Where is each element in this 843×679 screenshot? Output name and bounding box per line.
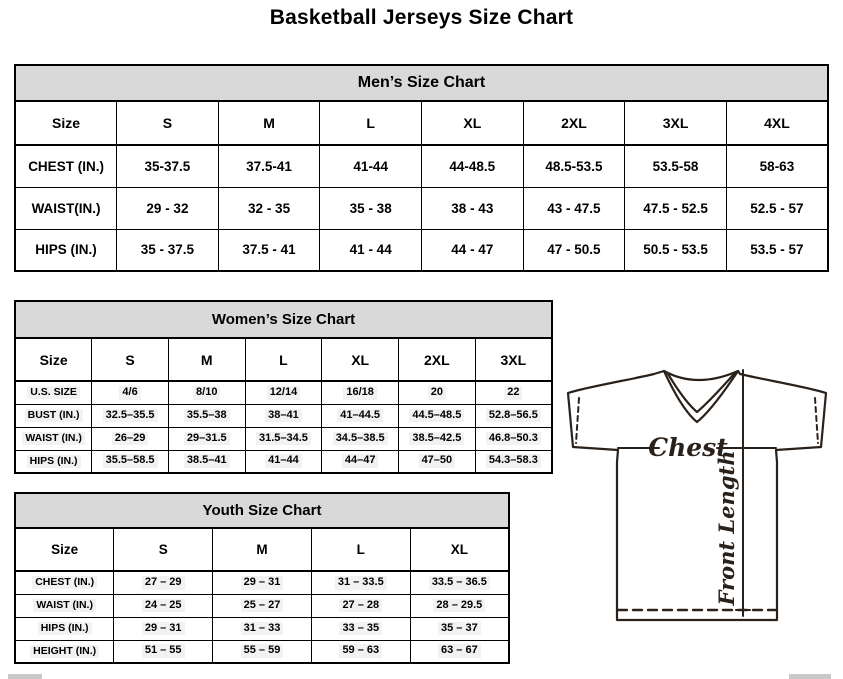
column-header: 4XL [726,101,828,145]
table-title: Men’s Size Chart [15,65,828,101]
cell-value [114,617,213,640]
table-header-row [15,528,509,571]
column-header: M [213,528,312,571]
cell-value [213,594,312,617]
cell-value: 48.5-53.5 [523,145,625,187]
table-row [15,571,509,594]
row-label [15,427,92,450]
cell-text: 8/10 [193,386,220,400]
cell-value: 44-48.5 [422,145,524,187]
cell-value [322,427,399,450]
cell-value: 29 - 32 [117,187,219,229]
cell-text: CHEST (IN.) [32,576,97,589]
cell-value: 47.5 - 52.5 [625,187,727,229]
column-header: L [245,338,322,381]
cell-value [168,427,245,450]
column-header: M [218,101,320,145]
cell-value: 52.5 - 57 [726,187,828,229]
cell-value: 47 - 50.5 [523,229,625,271]
row-label [15,381,92,404]
cell-value [92,404,169,427]
cell-text: 55 – 59 [241,644,284,658]
cell-value [245,450,322,473]
cell-text: 32.5–35.5 [103,409,158,423]
column-header: Size [15,338,92,381]
cell-value [475,381,552,404]
column-header: L [311,528,410,571]
cell-text: HIPS (IN.) [38,622,92,635]
table-row [15,427,552,450]
table-row [15,381,552,404]
cell-value: 38 - 43 [422,187,524,229]
cell-text: 35.5–38 [184,409,230,423]
row-label [15,571,114,594]
column-header: Size [15,101,117,145]
row-label: WAIST(IN.) [15,187,117,229]
cell-value [399,427,476,450]
table-row [15,145,828,187]
column-header: S [117,101,219,145]
cell-text: 25 – 27 [241,599,284,613]
cell-value [311,617,410,640]
row-label [15,617,114,640]
cell-value [213,640,312,663]
cell-value: 53.5-58 [625,145,727,187]
front-length-label: Front Length [714,450,739,606]
cell-text: 35 – 37 [438,622,481,636]
cell-text: WAIST (IN.) [33,599,96,612]
cell-text: BUST (IN.) [25,409,83,422]
table-row [15,229,828,271]
cell-value: 50.5 - 53.5 [625,229,727,271]
row-label [15,640,114,663]
table-row [15,594,509,617]
womens-size-table [14,300,553,474]
column-header: XL [322,338,399,381]
cell-value [311,594,410,617]
column-header: XL [422,101,524,145]
cell-value [92,427,169,450]
table-row [15,640,509,663]
column-header: 3XL [625,101,727,145]
cell-text: 31 – 33 [241,622,284,636]
cell-value [475,404,552,427]
cell-text: 31 – 33.5 [335,576,387,590]
cell-value [114,594,213,617]
cell-value [410,617,509,640]
cell-text: HEIGHT (IN.) [30,645,99,658]
cell-text: 33 – 35 [339,622,382,636]
cell-text: 54.3–58.3 [486,454,541,468]
horizontal-scrollbar-fragment-left[interactable] [8,674,42,679]
table-row [15,404,552,427]
cell-text: 38.5–41 [184,454,230,468]
table-title: Youth Size Chart [15,493,509,528]
cell-value [322,381,399,404]
column-header: 3XL [475,338,552,381]
column-header: 2XL [399,338,476,381]
table-title: Women’s Size Chart [15,301,552,338]
cell-text: 29 – 31 [241,576,284,590]
cell-value: 37.5-41 [218,145,320,187]
cell-text: 35.5–58.5 [103,454,158,468]
cell-value [311,571,410,594]
cell-text: 31.5–34.5 [256,432,311,446]
cell-value [213,617,312,640]
table-row [15,450,552,473]
cell-value: 43 - 47.5 [523,187,625,229]
cell-value: 44 - 47 [422,229,524,271]
cell-text: 29–31.5 [184,432,230,446]
cell-text: 46.8–50.3 [486,432,541,446]
cell-value: 37.5 - 41 [218,229,320,271]
cell-value [410,571,509,594]
cell-value: 35 - 37.5 [117,229,219,271]
column-header: M [168,338,245,381]
column-header: L [320,101,422,145]
youth-size-table [14,492,510,664]
cell-value [114,640,213,663]
cell-text: 41–44.5 [337,409,383,423]
cell-text: 63 – 67 [438,644,481,658]
cell-text: 59 – 63 [339,644,382,658]
cell-text: 28 – 29.5 [433,599,485,613]
cell-text: 4/6 [119,386,140,400]
table-header-row [15,101,828,145]
cell-value [92,450,169,473]
cell-value [114,571,213,594]
cell-value [475,450,552,473]
cell-text: U.S. SIZE [27,386,80,399]
horizontal-scrollbar-fragment-right[interactable] [789,674,831,679]
column-header: XL [410,528,509,571]
column-header: Size [15,528,114,571]
cell-value [475,427,552,450]
cell-text: WAIST (IN.) [22,432,85,445]
cell-value [213,571,312,594]
cell-text: 38–41 [265,409,302,423]
column-header: 2XL [523,101,625,145]
cell-text: HIPS (IN.) [27,455,81,468]
cell-text: 29 – 31 [142,622,185,636]
jersey-icon [556,360,840,632]
mens-size-table [14,64,829,272]
cell-text: 52.8–56.5 [486,409,541,423]
table-title-row [15,493,509,528]
chest-label: Chest [648,433,728,462]
cell-value [245,404,322,427]
cell-value: 53.5 - 57 [726,229,828,271]
cell-text: 44.5–48.5 [409,409,464,423]
cell-text: 33.5 – 36.5 [429,576,490,590]
cell-value [410,594,509,617]
cell-text: 27 – 29 [142,576,185,590]
cell-value: 58-63 [726,145,828,187]
cell-value: 35-37.5 [117,145,219,187]
column-header: S [92,338,169,381]
cell-value: 32 - 35 [218,187,320,229]
cell-value [410,640,509,663]
table-header-row [15,338,552,381]
cell-text: 47–50 [419,454,456,468]
page-title: Basketball Jerseys Size Chart [269,6,574,29]
cell-value [168,381,245,404]
cell-text: 22 [504,386,522,400]
cell-value [92,381,169,404]
cell-text: 51 – 55 [142,644,185,658]
table-title-row [15,65,828,101]
cell-text: 20 [428,386,446,400]
cell-value [168,404,245,427]
cell-value [399,450,476,473]
cell-text: 24 – 25 [142,599,185,613]
row-label: HIPS (IN.) [15,229,117,271]
table-title-row [15,301,552,338]
cell-value [322,404,399,427]
cell-text: 34.5–38.5 [333,432,388,446]
jersey-measurement-diagram [556,360,840,632]
cell-value: 35 - 38 [320,187,422,229]
cell-value [168,450,245,473]
cell-text: 26–29 [112,432,149,446]
cell-value [322,450,399,473]
cell-text: 16/18 [343,386,377,400]
table-row [15,187,828,229]
cell-value [399,404,476,427]
cell-text: 44–47 [342,454,379,468]
cell-value [245,427,322,450]
cell-value [311,640,410,663]
cell-text: 12/14 [267,386,301,400]
cell-value: 41 - 44 [320,229,422,271]
column-header: S [114,528,213,571]
cell-text: 27 – 28 [339,599,382,613]
row-label [15,594,114,617]
cell-value [399,381,476,404]
cell-value [245,381,322,404]
cell-value: 41-44 [320,145,422,187]
row-label [15,450,92,473]
cell-text: 38.5–42.5 [409,432,464,446]
cell-text: 41–44 [265,454,302,468]
row-label [15,404,92,427]
row-label: CHEST (IN.) [15,145,117,187]
table-row [15,617,509,640]
